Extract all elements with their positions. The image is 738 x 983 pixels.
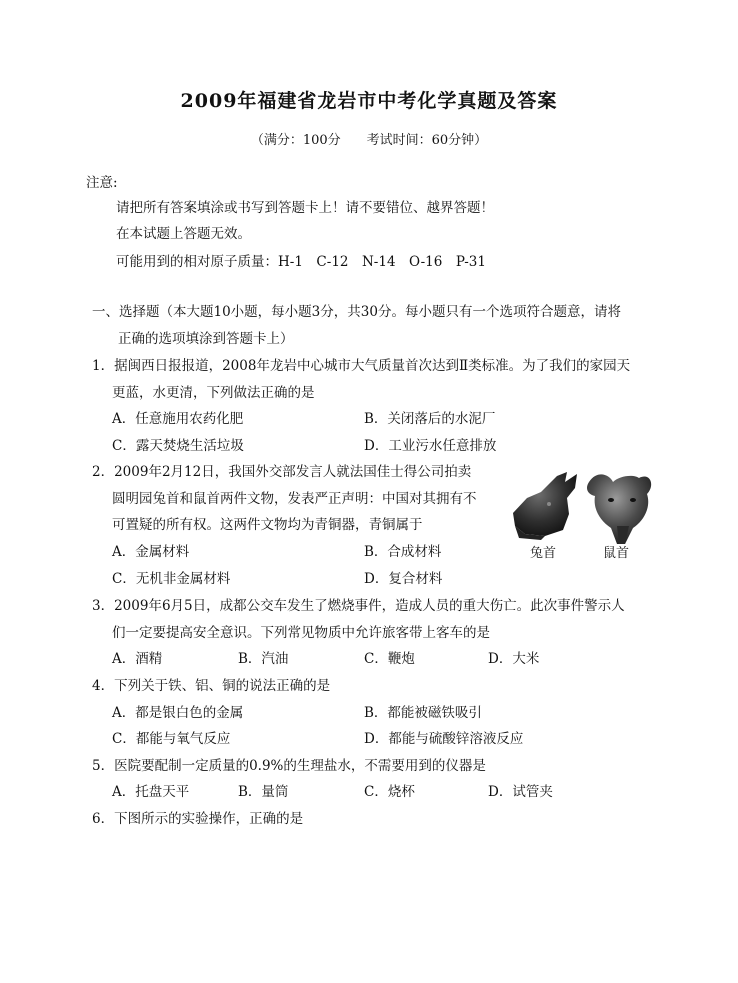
question-1-option-a: A．任意施用农药化肥 xyxy=(112,411,244,427)
notice-heading: 注意: xyxy=(86,175,118,191)
bronze-heads-figure xyxy=(505,468,655,548)
question-1-option-d: D．工业污水任意排放 xyxy=(364,438,497,454)
question-5-option-a: A．托盘天平 xyxy=(112,784,190,800)
question-2-text: 圆明园兔首和鼠首两件文物，发表严正声明：中国对其拥有不 xyxy=(112,491,477,507)
figure-caption-rabbit: 兔首 xyxy=(530,546,557,561)
question-3-option-c: C．鞭炮 xyxy=(364,651,415,667)
question-3-option-a: A．酒精 xyxy=(112,651,163,667)
question-1-text: 更蓝，水更清，下列做法正确的是 xyxy=(112,385,315,401)
question-5-text: 5．医院要配制一定质量的0.9%的生理盐水，不需要用到的仪器是 xyxy=(92,758,486,774)
question-5-option-b: B．量筒 xyxy=(238,784,289,800)
rabbit-rat-heads-image xyxy=(505,468,655,548)
figure-caption-rat: 鼠首 xyxy=(603,546,630,561)
question-3-text: 们一定要提高安全意识。下列常见物质中允许旅客带上客车的是 xyxy=(112,625,490,641)
page-title: 2009年福建省龙岩市中考化学真题及答案 xyxy=(180,90,558,112)
question-1-option-c: C．露天焚烧生活垃圾 xyxy=(112,438,244,454)
question-4-option-c: C．都能与氧气反应 xyxy=(112,731,231,747)
section-heading: 一、选择题（本大题10小题，每小题3分，共30分。每小题只有一个选项符合题意，请将 xyxy=(92,304,621,320)
notice-line: 可能用到的相对原子质量：H-1 C-12 N-14 O-16 P-31 xyxy=(116,254,486,270)
notice-line: 请把所有答案填涂或书写到答题卡上！请不要错位、越界答题！ xyxy=(116,200,494,216)
question-6-text: 6．下图所示的实验操作，正确的是 xyxy=(92,811,304,827)
notice-line: 在本试题上答题无效。 xyxy=(116,226,251,242)
question-1-option-b: B．关闭落后的水泥厂 xyxy=(364,411,496,427)
question-5-option-d: D．试管夹 xyxy=(488,784,553,800)
rat-head-icon xyxy=(587,474,651,544)
question-3-text: 3．2009年6月5日，成都公交车发生了燃烧事件，造成人员的重大伤亡。此次事件警示人 xyxy=(92,598,625,614)
section-heading-cont: 正确的选项填涂到答题卡上） xyxy=(118,331,294,347)
rabbit-head-icon xyxy=(513,472,577,540)
question-2-text: 可置疑的所有权。这两件文物均为青铜器，青铜属于 xyxy=(112,517,423,533)
question-4-option-d: D．都能与硫酸锌溶液反应 xyxy=(364,731,524,747)
question-1-text: 1．据闽西日报报道，2008年龙岩中心城市大气质量首次达到Ⅱ类标准。为了我们的家园天 xyxy=(92,358,631,374)
question-2-option-a: A．金属材料 xyxy=(112,544,190,560)
question-4-option-b: B．都能被磁铁吸引 xyxy=(364,705,482,721)
exam-info: （满分：100分 考试时间：60分钟） xyxy=(250,133,488,148)
question-2-option-c: C．无机非金属材料 xyxy=(112,571,231,587)
question-2-option-d: D．复合材料 xyxy=(364,571,443,587)
question-3-option-b: B．汽油 xyxy=(238,651,289,667)
question-3-option-d: D．大米 xyxy=(488,651,540,667)
question-2-option-b: B．合成材料 xyxy=(364,544,442,560)
question-5-option-c: C．烧杯 xyxy=(364,784,415,800)
question-4-text: 4．下列关于铁、铝、铜的说法正确的是 xyxy=(92,678,331,694)
question-4-option-a: A．都是银白色的金属 xyxy=(112,705,244,721)
question-2-text: 2．2009年2月12日，我国外交部发言人就法国佳士得公司拍卖 xyxy=(92,464,472,480)
